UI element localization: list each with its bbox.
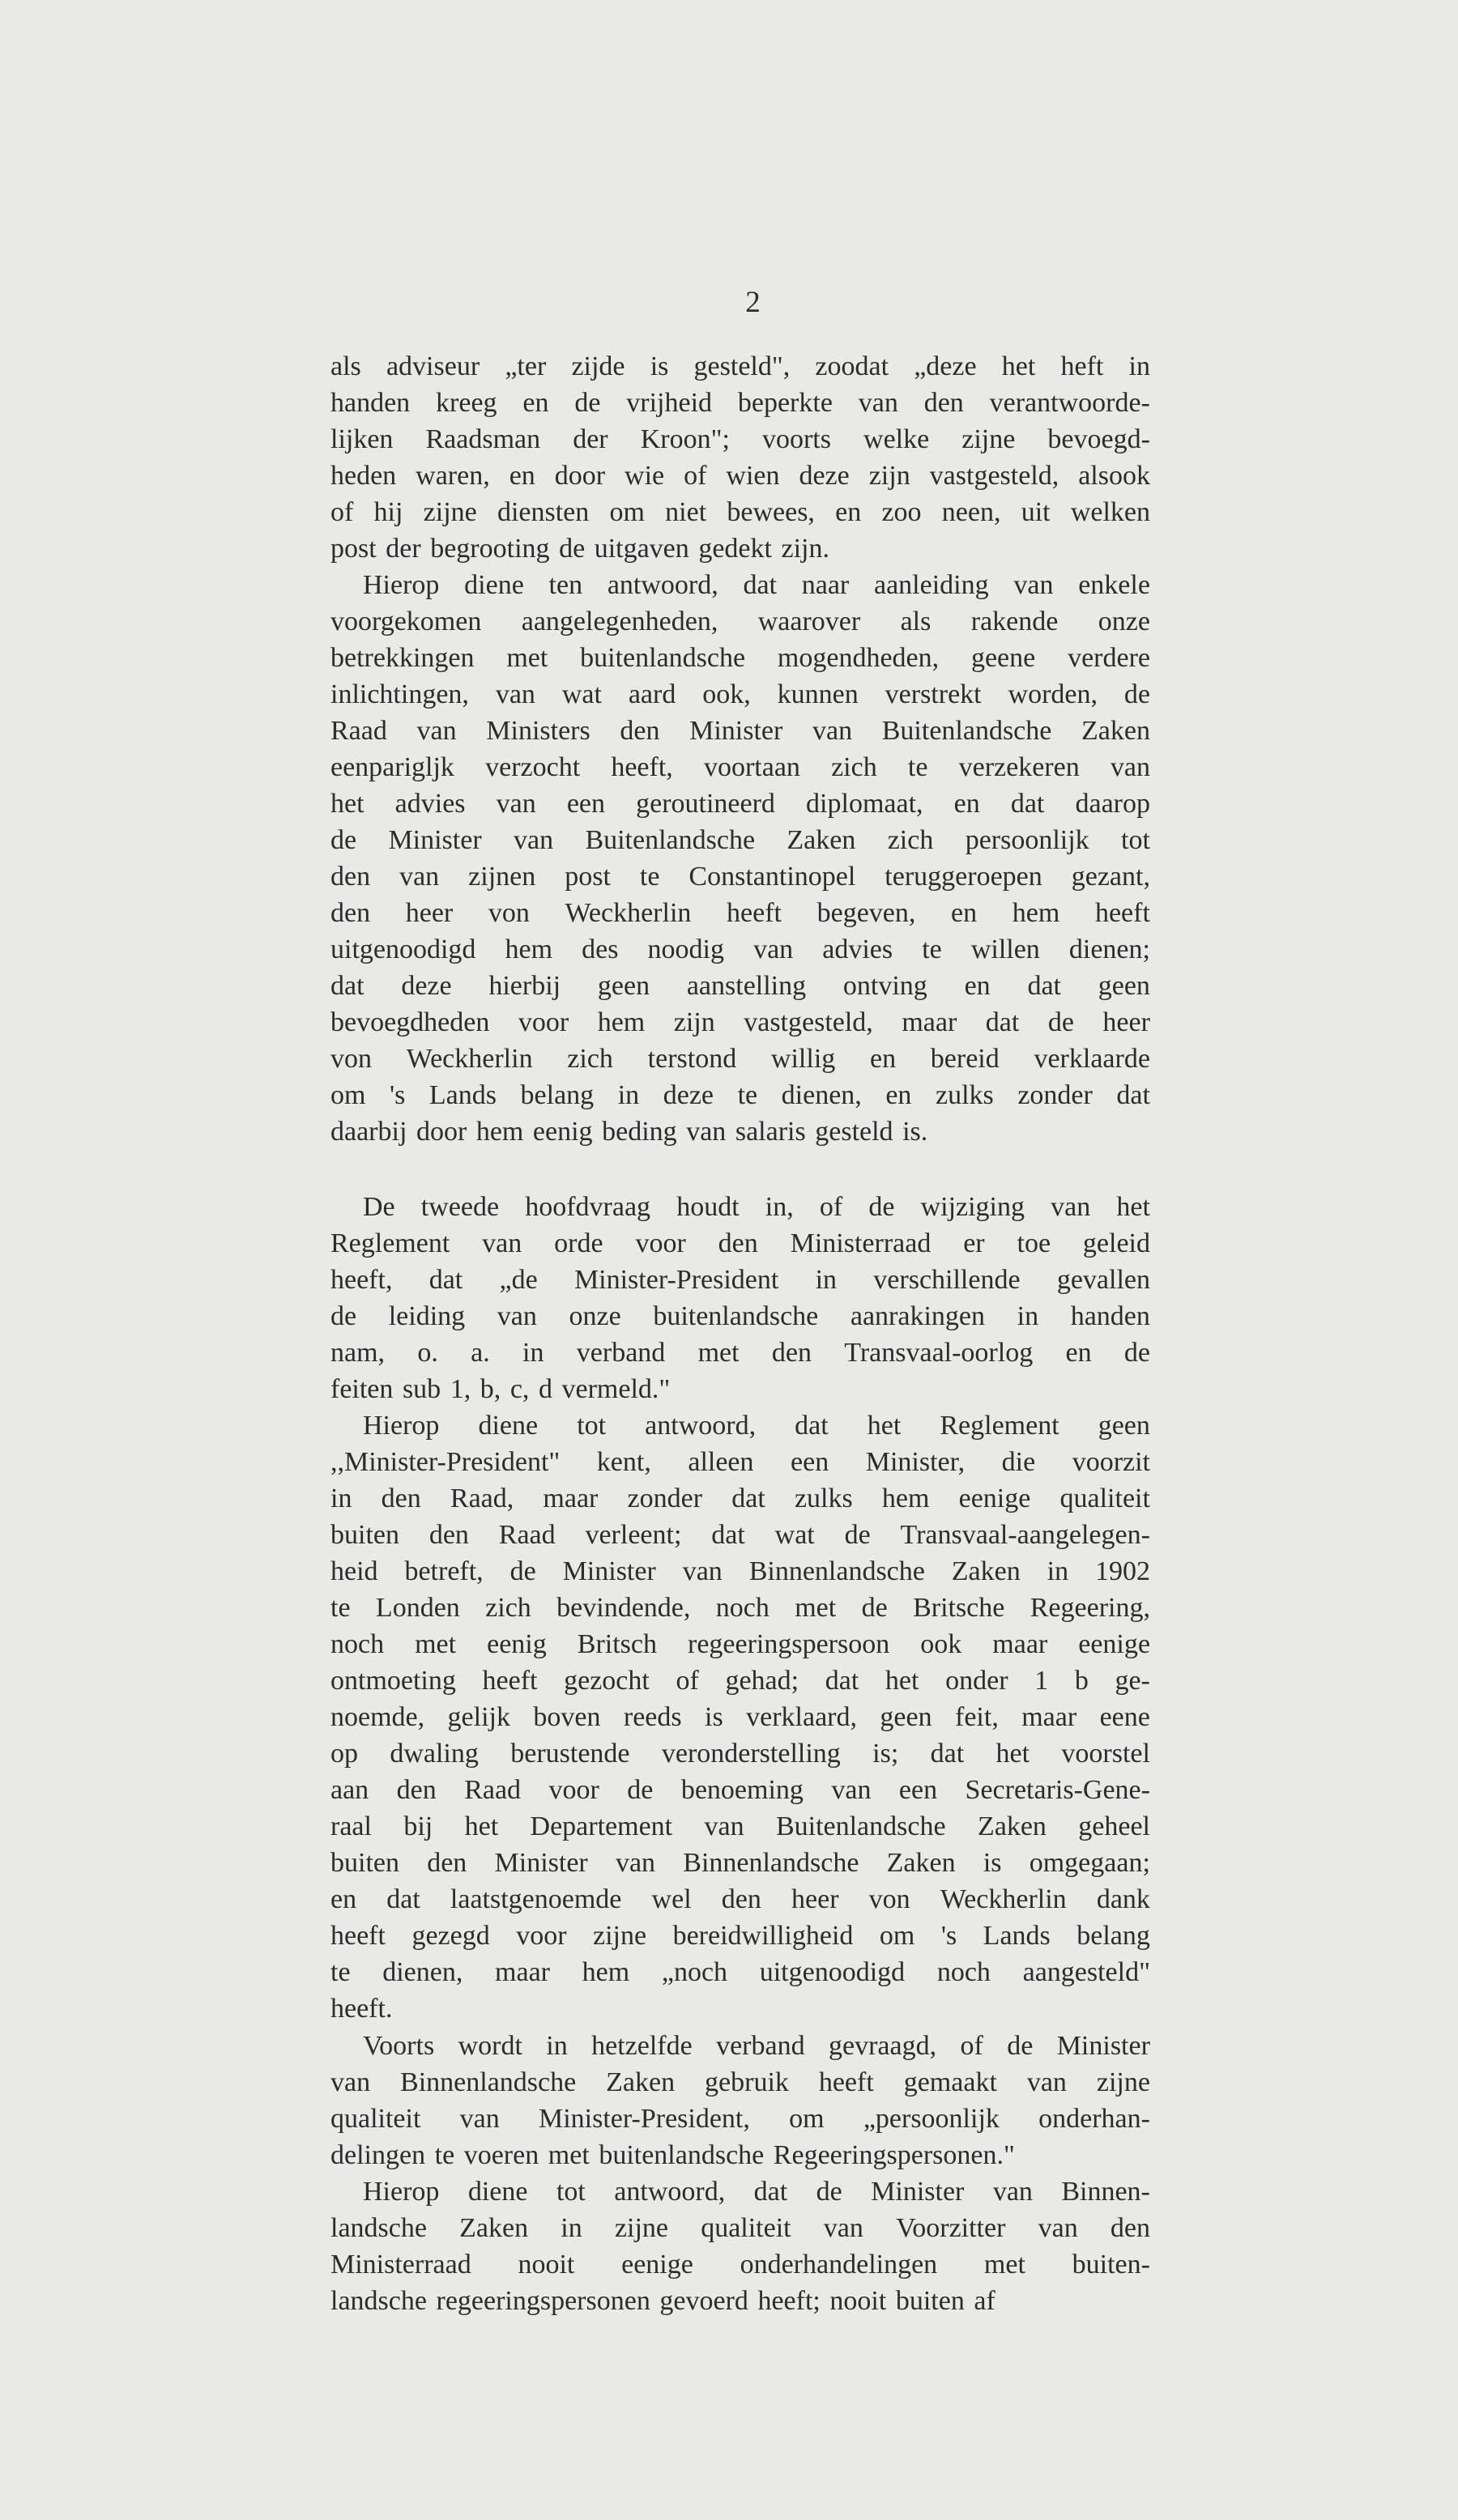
text-line: heden waren, en door wie of wien deze zijn vastgesteld, alsook [330,461,1150,491]
page-number: 2 [745,286,761,319]
text-line: daarbij door hem eenig beding van salaris gesteld is. [330,1117,928,1147]
text-line: om 's Lands belang in deze te dienen, en zulks zonder dat [330,1080,1150,1110]
text-line: inlichtingen, van wat aard ook, kunnen verstrekt worden, de [330,679,1150,709]
text-line: de Minister van Buitenlandsche Zaken zich persoonlijk tot [330,825,1150,855]
text-line: te Londen zich bevindende, noch met de Britsche Regeering, [330,1593,1150,1623]
text-block-1 [330,348,1150,1150]
text-line: delingen te voeren met buitenlandsche Regeeringspersonen." [330,2140,1015,2170]
text-line: nam, o. a. in verband met den Transvaal-oorlog en de [330,1338,1150,1368]
text-line: en dat laatstgenoemde wel den heer von Weckherlin dank [330,1884,1150,1914]
text-line: als adviseur „ter zijde is gesteld", zoodat „deze het heft in [330,351,1150,381]
text-line: uitgenoodigd hem des noodig van advies te willen dienen; [330,934,1150,964]
text-line: ontmoeting heeft gezocht of gehad; dat het onder 1 b ge- [330,1666,1150,1696]
text-line: buiten den Minister van Binnenlandsche Zaken is omgegaan; [330,1848,1150,1878]
text-line: het advies van een geroutineerd diplomaat, en dat daarop [330,789,1150,819]
text-line: Ministerraad nooit eenige onderhandelingen met buiten- [330,2250,1150,2279]
text-line: Hierop diene ten antwoord, dat naar aanleiding van enkele [363,570,1150,600]
text-line: heeft, dat „de Minister-President in verschillende gevallen [330,1265,1150,1295]
text-line: of hij zijne diensten om niet bewees, en zoo neen, uit welken [330,497,1150,527]
text-line: Reglement van orde voor den Ministerraad er toe geleid [330,1228,1150,1258]
text-line: bevoegdheden voor hem zijn vastgesteld, maar dat de heer [330,1007,1150,1037]
text-line: voorgekomen aangelegenheden, waarover als rakende onze [330,607,1150,636]
text-block-3 [330,2028,1150,2319]
text-line: eenparigljk verzocht heeft, voortaan zich te verzekeren van [330,752,1150,782]
text-line: raal bij het Departement van Buitenlandsche Zaken geheel [330,1811,1150,1841]
text-line: de leiding van onze buitenlandsche aanrakingen in handen [330,1301,1150,1331]
text-line: Hierop diene tot antwoord, dat het Reglement geen [363,1411,1150,1441]
text-line: feiten sub 1, b, c, d vermeld." [330,1374,671,1404]
text-line: heeft gezegd voor zijne bereidwilligheid om 's Lands belang [330,1921,1150,1951]
text-line: heid betreft, de Minister van Binnenlandsche Zaken in 1902 [330,1556,1150,1586]
text-line: op dwaling berustende veronderstelling is; dat het voorstel [330,1739,1150,1769]
text-block-2 [330,1189,1150,2027]
text-line: Raad van Ministers den Minister van Buitenlandsche Zaken [330,716,1150,746]
text-line: post der begrooting de uitgaven gedekt zijn. [330,534,829,564]
text-line: den heer von Weckherlin heeft begeven, en hem heeft [330,898,1150,928]
text-line: buiten den Raad verleent; dat wat de Transvaal-aangelegen- [330,1520,1150,1550]
text-line: betrekkingen met buitenlandsche mogendheden, geene verdere [330,643,1150,673]
text-line: aan den Raad voor de benoeming van een Secretaris-Gene- [330,1775,1150,1805]
text-line: noemde, gelijk boven reeds is verklaard, geen feit, maar eene [330,1702,1150,1732]
text-line: den van zijnen post te Constantinopel teruggeroepen gezant, [330,862,1150,892]
text-line: te dienen, maar hem „noch uitgenoodigd noch aangesteld" [330,1957,1150,1987]
text-line: Hierop diene tot antwoord, dat de Minister van Binnen- [363,2177,1150,2207]
text-line: Voorts wordt in hetzelfde verband gevraagd, of de Minister [363,2031,1150,2061]
text-line: dat deze hierbij geen aanstelling ontving en dat geen [330,971,1150,1001]
text-line: De tweede hoofdvraag houdt in, of de wijziging van het [363,1192,1150,1222]
text-line: handen kreeg en de vrijheid beperkte van den verantwoorde- [330,388,1150,418]
text-line: van Binnenlandsche Zaken gebruik heeft gemaakt van zijne [330,2067,1150,2097]
text-line: noch met eenig Britsch regeeringspersoon ook maar eenige [330,1629,1150,1659]
text-line: landsche regeeringspersonen gevoerd heeft; nooit buiten af [330,2286,995,2316]
text-line: heeft. [330,1994,393,2024]
text-line: qualiteit van Minister-President, om „persoonlijk onderhan- [330,2104,1150,2134]
text-line: in den Raad, maar zonder dat zulks hem eenige qualiteit [330,1483,1150,1513]
text-line: lijken Raadsman der Kroon"; voorts welke zijne bevoegd- [330,424,1150,454]
text-line: landsche Zaken in zijne qualiteit van Voorzitter van den [330,2213,1150,2243]
text-line: von Weckherlin zich terstond willig en bereid verklaarde [330,1044,1150,1074]
text-line: ,,Minister-President" kent, alleen een Minister, die voorzit [330,1447,1150,1477]
